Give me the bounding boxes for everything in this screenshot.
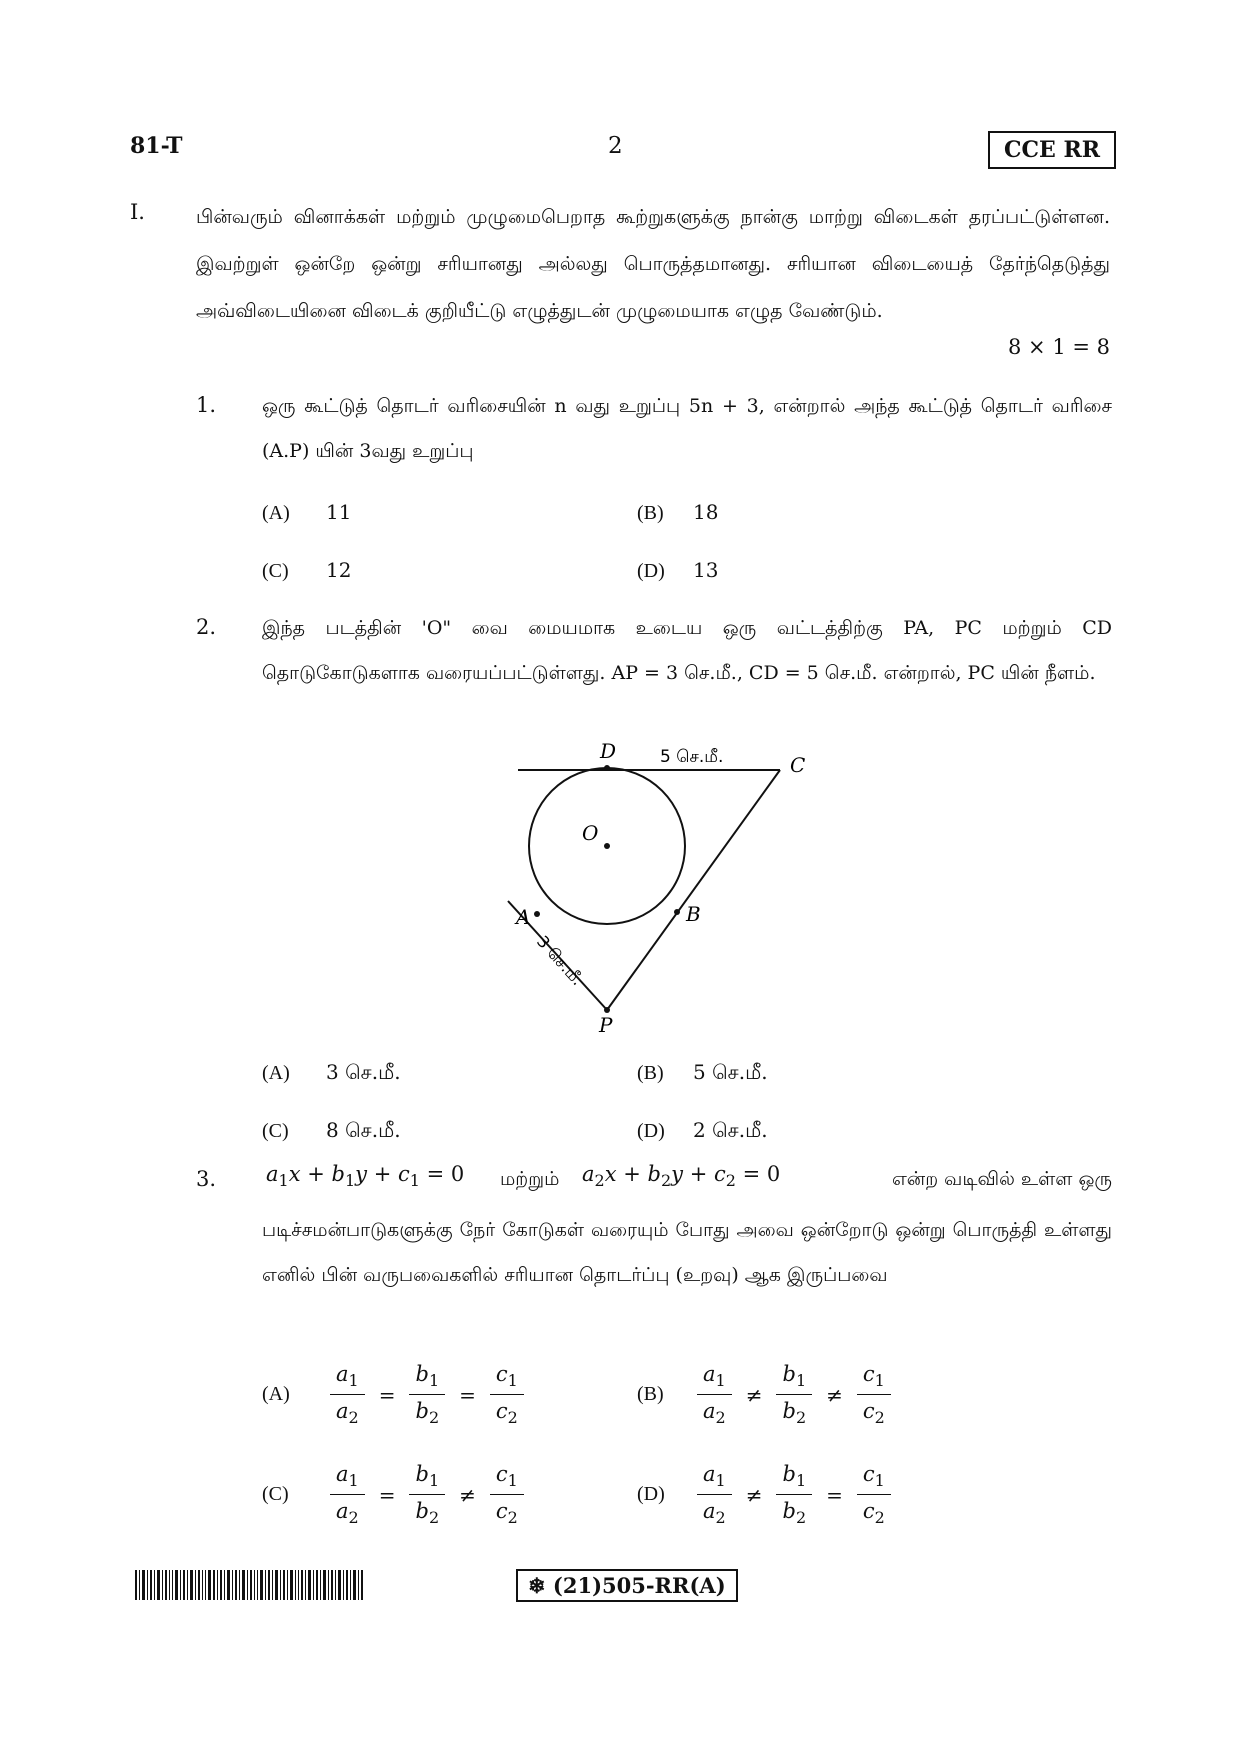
point-b [674, 909, 680, 915]
section-instructions: பின்வரும் வினாக்கள் மற்றும் முழுமைபெறாத கூற்றுகளுக்கு நான்கு மாற்று விடைகள் தரப்பட்டுள்ளன. இவற்றுள் ஒன்றே ஒன்று சரியானது அல்லது பொருத்தமானது. சரியான விடையைத் தேர்ந்தெடுத்து அவ்விடையினை விடைக் குறியீட்டு எழுத்துடன் முழுமையாக எழுத வேண்டும். [196, 206, 1110, 322]
relation-2: ≠ [459, 1482, 476, 1507]
label-p: P [599, 1013, 613, 1035]
tangent-line-pc [607, 770, 780, 1010]
q1-option-d[interactable] [637, 558, 718, 583]
paper-code: 81-T [130, 133, 183, 159]
point-o [604, 843, 610, 849]
equation-2: $a_2x + b_2y + c_2 = 0$ [582, 1162, 781, 1191]
q2-option-c[interactable] [262, 1118, 401, 1145]
relation-2: = [826, 1482, 843, 1507]
fraction-c1-c2: $\frac{c_1}{c_2}$ [857, 1362, 891, 1427]
barcode [135, 1570, 365, 1600]
equation-1: $a_1x + b_1y + c_1 = 0$ [266, 1162, 465, 1191]
q3-option-c[interactable] [262, 1462, 528, 1527]
section-number: I. [130, 200, 145, 224]
option-text: 11 [326, 500, 352, 524]
question-3-number: 3. [196, 1167, 217, 1191]
option-text: 2 செ.மீ. [693, 1118, 768, 1142]
option-label: (D) [637, 1483, 665, 1506]
q2-option-b[interactable] [637, 1060, 768, 1087]
fraction-a1-a2: $\frac{a_1}{a_2}$ [330, 1462, 365, 1527]
option-label: (D) [637, 560, 665, 582]
q1-option-b[interactable] [637, 500, 718, 525]
q3-option-d[interactable] [637, 1462, 895, 1527]
option-text: 8 செ.மீ. [326, 1118, 401, 1142]
fraction-a1-a2: $\frac{a_1}{a_2}$ [697, 1462, 732, 1527]
label-b: B [686, 902, 701, 926]
option-label: (B) [637, 502, 664, 524]
option-text: 12 [326, 558, 352, 582]
label-ap-length: 3 செ.மீ. [533, 931, 588, 990]
fraction-b1-b2: $\frac{b_1}{b_2}$ [409, 1462, 445, 1527]
q1-option-c[interactable] [262, 558, 351, 583]
q3-option-b[interactable] [637, 1362, 895, 1427]
label-c: C [790, 753, 806, 777]
option-label: (C) [262, 1120, 289, 1142]
fraction-c1-c2: $\frac{c_1}{c_2}$ [490, 1362, 524, 1427]
exam-type-box: CCE RR [988, 131, 1116, 169]
option-label: (C) [262, 1483, 289, 1506]
option-label: (B) [637, 1383, 664, 1406]
option-text: 5 செ.மீ. [693, 1060, 768, 1084]
option-text: 13 [693, 558, 719, 582]
option-label: (D) [637, 1120, 665, 1142]
q1-option-a[interactable] [262, 500, 351, 525]
relation-1: ≠ [745, 1482, 763, 1507]
fraction-b1-b2: $\frac{b_1}{b_2}$ [776, 1362, 812, 1427]
fraction-a1-a2: $\frac{a_1}{a_2}$ [330, 1362, 365, 1427]
relation-2: ≠ [826, 1382, 843, 1407]
point-a [534, 911, 540, 917]
option-label: (A) [262, 1062, 290, 1084]
question-2-number: 2. [196, 615, 217, 639]
option-label: (C) [262, 560, 289, 582]
fraction-a1-a2: $\frac{a_1}{a_2}$ [697, 1362, 732, 1427]
question-1-text: ஒரு கூட்டுத் தொடர் வரிசையின் n வது உறுப்பு 5n + 3, என்றால் அந்த கூட்டுத் தொடர் வரிசை (A.P) யின் 3வது உறுப்பு [262, 395, 1112, 462]
relation-1: = [378, 1382, 396, 1407]
q3-option-a[interactable] [262, 1362, 528, 1427]
option-text: 18 [693, 500, 719, 524]
page-number: 2 [608, 133, 623, 159]
label-cd-length: 5 செ.மீ. [660, 747, 724, 767]
option-label: (A) [262, 502, 290, 524]
relation-1: ≠ [745, 1382, 763, 1407]
option-label: (B) [637, 1062, 664, 1084]
fraction-c1-c2: $\frac{c_1}{c_2}$ [857, 1462, 891, 1527]
option-text: 3 செ.மீ. [326, 1060, 401, 1084]
relation-1: = [378, 1482, 396, 1507]
question-1-number: 1. [196, 393, 217, 417]
section-marks: 8 × 1 = 8 [1008, 335, 1110, 359]
tangent-circle-figure [490, 735, 830, 1035]
question-2-text: இந்த படத்தின் 'O" வை மையமாக உடைய ஒரு வட்டத்திற்கு PA, PC மற்றும் CD தொடுகோடுகளாக வரையப்பட்டுள்ளது. AP = 3 செ.மீ., CD = 5 செ.மீ. என்றால், PC யின் நீளம். [262, 617, 1112, 684]
label-o: O [582, 821, 599, 845]
q2-option-d[interactable] [637, 1118, 768, 1145]
question-3-connector: மற்றும் [500, 1168, 560, 1190]
fraction-b1-b2: $\frac{b_1}{b_2}$ [409, 1362, 445, 1427]
footer-code-box: ❄ (21)505-RR(A) [516, 1569, 738, 1602]
fraction-b1-b2: $\frac{b_1}{b_2}$ [776, 1462, 812, 1527]
fraction-c1-c2: $\frac{c_1}{c_2}$ [490, 1462, 524, 1527]
question-3-text-after: என்ற வடிவில் உள்ள ஒரு [891, 1168, 1112, 1190]
q2-option-a[interactable] [262, 1060, 401, 1087]
option-label: (A) [262, 1383, 290, 1406]
label-d: D [600, 739, 617, 763]
relation-2: = [459, 1382, 476, 1407]
label-a: A [516, 905, 531, 929]
question-3-text: படிச்சமன்பாடுகளுக்கு நேர் கோடுகள் வரையும் போது அவை ஒன்றோடு ஒன்று பொருத்தி உள்ளது எனில் பின் வருபவைகளில் சரியான தொடர்ப்பு (உறவு) ஆக இருப்பவை [262, 1219, 1112, 1286]
point-d [604, 765, 610, 771]
